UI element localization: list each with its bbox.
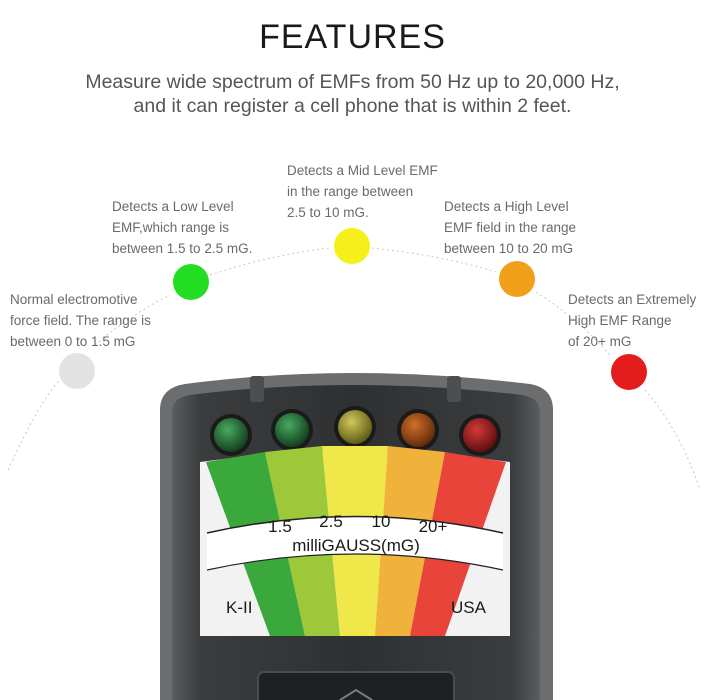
scale-tick-2: 2.5	[319, 512, 343, 531]
label-low: Detects a Low Level EMF,which range is between 1.5 to 2.5 mG.	[112, 199, 253, 256]
subtitle-line-1: Measure wide spectrum of EMFs from 50 Hz up to 20,000 Hz,	[85, 71, 620, 93]
led-red	[463, 418, 497, 452]
scale-tick-1: 1.5	[268, 517, 292, 536]
label-high: Detects a High Level EMF field in the range between 10 to 20 mG	[444, 199, 577, 256]
subtitle-line-2: and it can register a cell phone that is within 2 feet.	[133, 95, 572, 117]
scale-tick-4: 20+	[418, 517, 448, 536]
power-switch	[258, 672, 454, 700]
label-extreme: Detects an Extremely High EMF Range of 20+ mG	[568, 292, 697, 349]
label-mid: Detects a Mid Level EMF in the range between 2.5 to 10 mG.	[287, 163, 438, 220]
led-orange	[401, 413, 435, 447]
model-label: K-II	[226, 598, 253, 617]
led-green-1	[214, 418, 248, 452]
led-green-2	[275, 413, 309, 447]
page-title: FEATURES	[259, 18, 446, 56]
led-yellow	[338, 410, 372, 444]
scale-unit: milliGAUSS(mG)	[292, 536, 420, 555]
origin-label: USA	[451, 598, 486, 617]
label-normal: Normal electromotive force field. The range is between 0 to 1.5 mG	[10, 292, 151, 349]
scale-tick-3: 10	[371, 512, 391, 531]
